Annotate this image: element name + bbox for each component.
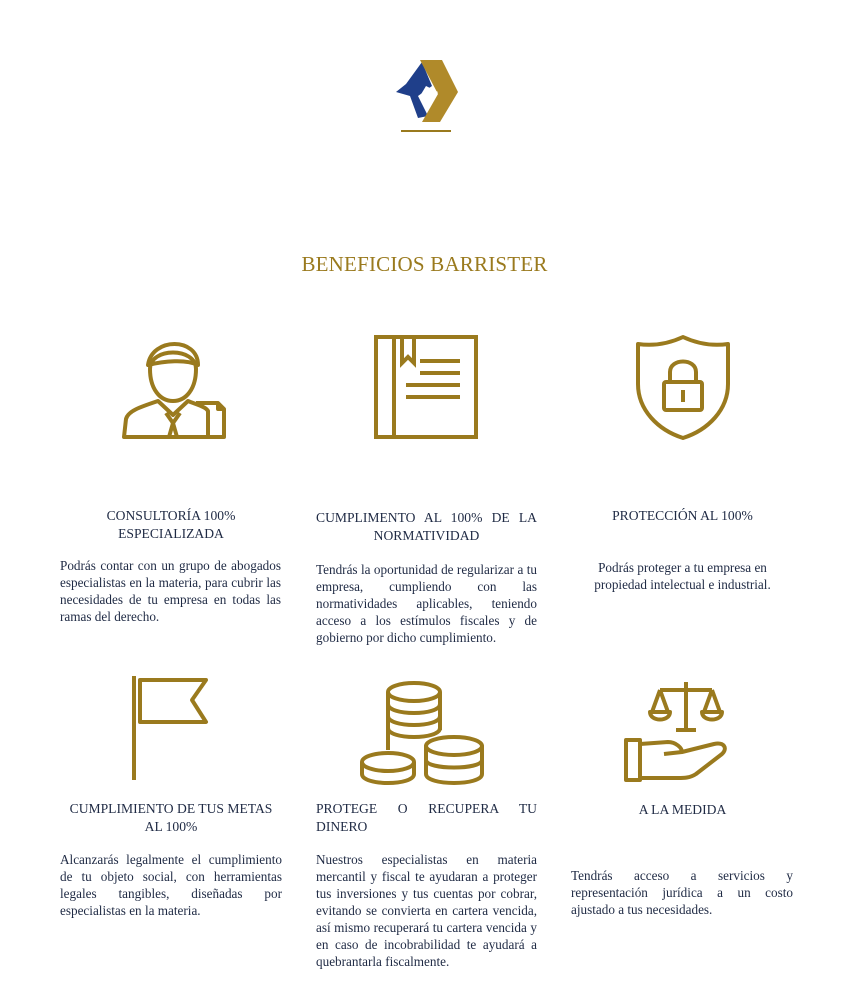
benefit-heading: CUMPLIMIENTO DE TUS METAS AL 100%	[69, 801, 273, 834]
consultant-icon	[120, 333, 226, 441]
benefit-heading: CUMPLIMENTO AL 100% DE LA NORMATIVIDAD	[316, 510, 537, 543]
benefit-heading: PROTECCIÓN AL 100%	[612, 508, 753, 523]
benefit-heading: PROTEGE O RECUPERA TU DINERO	[316, 801, 537, 834]
shield-lock-icon	[634, 334, 732, 440]
benefit-text: Tendrás acceso a servicios y representación jurídica a un costo ajustado a tus necesidades.	[571, 868, 793, 917]
flag-icon	[128, 674, 210, 782]
scales-hand-icon	[624, 678, 730, 784]
benefit-heading: CONSULTORÍA 100% ESPECIALIZADA	[106, 508, 236, 541]
page-title: BENEFICIOS BARRISTER	[301, 252, 548, 276]
benefit-text: Podrás proteger a tu empresa en propiedad intelectual e industrial.	[594, 560, 771, 592]
benefit-text: Podrás contar con un grupo de abogados especialistas en la materia, para cubrir las necesidades de tu empresa en todas las ramas del derecho.	[60, 558, 281, 624]
law-book-icon	[372, 333, 480, 441]
benefit-heading: A LA MEDIDA	[638, 802, 727, 817]
benefit-text: Tendrás la oportunidad de regularizar a tu empresa, cumpliendo con las normatividades aplicables, teniendo acceso a los estímulos fiscales y de gobierno por dicho cumplimiento.	[316, 562, 537, 645]
benefit-text: Nuestros especialistas en materia mercantil y fiscal te ayudaran a proteger tus inversiones y tus cuentas por cobrar, evitando se convierta en cartera vencida, así mismo recuperará tu cartera vencida y en caso de incobrabilidad te ayudará a quebrantarla fiscalmente.	[316, 852, 537, 969]
coins-icon	[358, 680, 488, 786]
logo-underline	[401, 130, 451, 132]
benefit-text: Alcanzarás legalmente el cumplimiento de tu objeto social, con herramientas legales tangibles, diseñadas por especialistas en la materia.	[60, 852, 282, 918]
barrister-logo-icon	[392, 56, 462, 136]
